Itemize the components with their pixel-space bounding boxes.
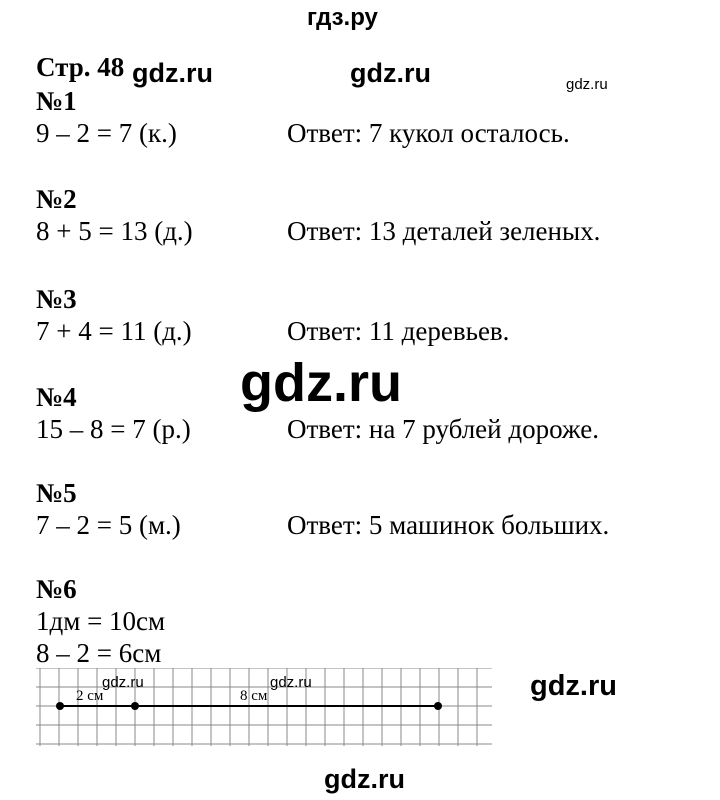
segment-point-end [434, 702, 442, 710]
task-4-label: №4 [36, 382, 77, 412]
task-4-expression: 15 – 8 = 7 (р.) [36, 414, 191, 444]
task-3-answer: Ответ: 11 деревьев. [287, 316, 510, 346]
task-1-label: №1 [36, 86, 77, 116]
watermark-grid-2: gdz.ru [270, 674, 312, 691]
task-4-answer: Ответ: на 7 рублей дороже. [287, 414, 599, 444]
segment-point-middle [131, 702, 139, 710]
task-2-answer: Ответ: 13 деталей зеленых. [287, 216, 601, 246]
task-1-expression: 9 – 2 = 7 (к.) [36, 118, 177, 148]
task-5-answer: Ответ: 5 машинок больших. [287, 510, 610, 540]
task-5-label: №5 [36, 478, 77, 508]
watermark-top: гдз.ру [307, 4, 378, 31]
task-3-label: №3 [36, 284, 77, 314]
task-1-answer: Ответ: 7 кукол осталось. [287, 118, 570, 148]
task-6-line-1: 1дм = 10см [36, 606, 166, 636]
segment-label-8cm: 8 см [240, 688, 268, 704]
watermark-grid-1: gdz.ru [102, 674, 144, 691]
watermark-center-big: gdz.ru [240, 353, 402, 413]
task-3-expression: 7 + 4 = 11 (д.) [36, 316, 192, 346]
task-2-label: №2 [36, 184, 77, 214]
task-5-expression: 7 – 2 = 5 (м.) [36, 510, 181, 540]
watermark-header-small: gdz.ru [566, 76, 608, 93]
task-6-line-2: 8 – 2 = 6см [36, 638, 162, 668]
segment-label-2cm: 2 см [76, 688, 104, 704]
watermark-header-2: gdz.ru [350, 58, 431, 88]
watermark-bottom: gdz.ru [324, 764, 405, 794]
watermark-header-1: gdz.ru [132, 58, 213, 88]
segment-point-start [56, 702, 64, 710]
page-title: Стр. 48 [36, 52, 125, 82]
task-6-label: №6 [36, 574, 77, 604]
watermark-right: gdz.ru [530, 670, 617, 702]
task-2-expression: 8 + 5 = 13 (д.) [36, 216, 193, 246]
